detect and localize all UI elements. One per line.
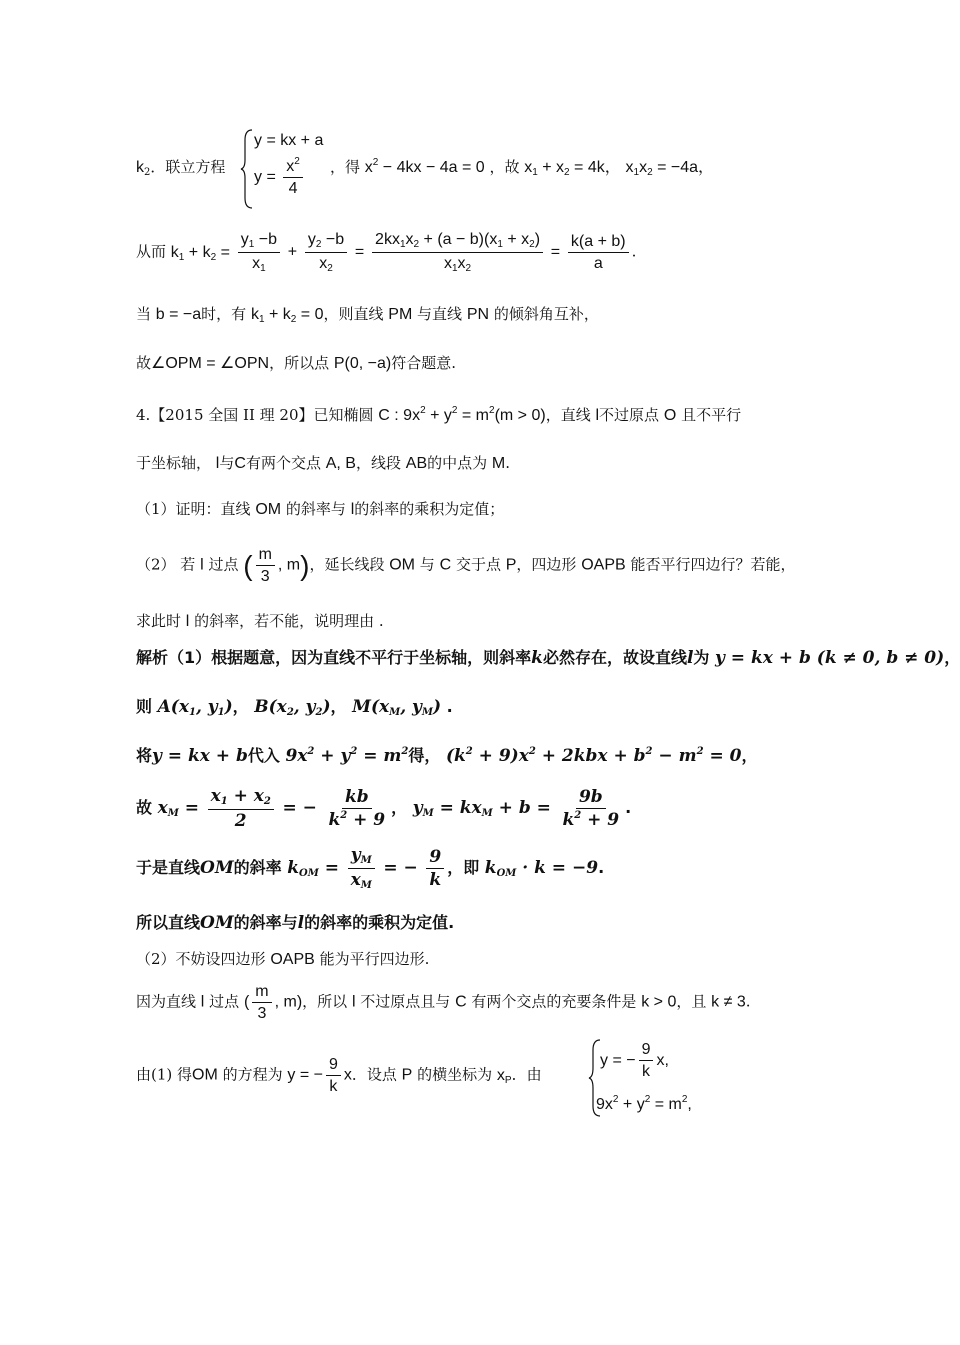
line-system-1-result: ，得 $x^2 - 4kx - 4a = 0$ ，故 $x_1 + x_2 = 4k$， $x_1x_2 = -4a$， <box>330 157 715 178</box>
part-2-line-2: 因为直线 l 过点 ( $\frac{m}{3}$ , m)，所以 l 不过原点且与 C 有两个交点的充要条件是 k > 0，且 k ≠ 3. <box>136 983 751 1023</box>
system-eq-2: y = $\frac{x^2}{4}$ <box>254 156 306 198</box>
problem-4-part-1: （1）证明：直线 OM 的斜率与 l的斜率的乘积为定值； <box>136 500 505 518</box>
problem-4-line-2: 于坐标轴， l与C有两个交点 A, B，线段 AB的中点为 M. <box>136 454 511 472</box>
problem-4-part-2-cont: 求此时 l 的斜率，若不能，说明理由 . <box>136 612 384 630</box>
system-2-eq-2: $9x^2 + y^2 = m^2$, <box>596 1094 692 1113</box>
solution-line-1: 解析（1）根据题意，因为直线不平行于坐标轴，则斜率k必然存在，故设直线l为 y = kx + b (k ≠ 0, b ≠ 0)， <box>136 648 960 668</box>
system-2-eq-1: y = − $\frac{9}{k}$ x, <box>600 1041 669 1081</box>
left-brace-icon <box>240 128 254 210</box>
solution-line-3: 将y = kx + b代入 $9x^2 + y^2 = m^2$得， $(k^2 + 9)x^2 + 2kbx + b^2 - m^2 = 0$， <box>136 746 758 766</box>
line-system-1: $k_2$．联立方程 <box>136 158 226 178</box>
line-slope-sum: 从而 $k_1 + k_2$ = $\frac{y_1 -b}{x_1}$ + $\frac{y_2 -b}{x_2}$ = $\frac{2kx_1x_2 + (a - b)(x_1 + x_2)}{x_1x_2}$ = $\frac{k(a + b)}{a}$ . <box>136 231 637 274</box>
part-2-line-3: 由(1) 得OM 的方程为 y = − $\frac{9}{k}$ x．设点 P 的横坐标为 $x_P$．由 <box>136 1056 542 1096</box>
solution-line-6: 所以直线OM的斜率与l的斜率的乘积为定值. <box>136 913 455 933</box>
line-angle-equal: 故∠OPM = ∠OPN，所以点 P(0, −a)符合题意. <box>136 354 456 372</box>
solution-line-5: 于是直线OM的斜率 $k_{OM}$ = $\frac{y_M}{x_M}$ = − $\frac{9}{k}$ ，即 $k_{OM} \cdot k = -9$. <box>136 845 605 891</box>
problem-4-part-2: （2） 若 l 过点 ( $\frac{m}{3}$ , m)，延长线段 OM 与 C 交于点 P，四边形 OAPB 能否平行四边行？若能， <box>136 546 796 586</box>
part-2-line-1: （2）不妨设四边形 OAPB 能为平行四边形. <box>136 950 430 968</box>
line-b-equals-minus-a: 当 b = −a时，有 $k_1 + k_2 = 0$，则直线 PM 与直线 PN 的倾斜角互补， <box>136 305 599 325</box>
problem-4-title: 4.【2015 全国 II 理 20】已知椭圆 C : $9x^2 + y^2 = m^2(m > 0)$，直线 l不过原点 O 且不平行 <box>136 405 742 424</box>
solution-line-4: 故 $x_M$ = $\frac{x_1 + x_2}{2}$ = − $\frac{kb}{k^2 + 9}$ ， $y_M = kx_M + b$ = $\frac{9b}{k^2 + 9}$ . <box>136 786 632 831</box>
solution-line-2: 则 $A(x_1$, $y_1$)， $B(x_2$, $y_2$)， $M(x_M$, $y_M$) . <box>136 697 453 718</box>
system-eq-1: y = kx + a <box>254 132 324 149</box>
